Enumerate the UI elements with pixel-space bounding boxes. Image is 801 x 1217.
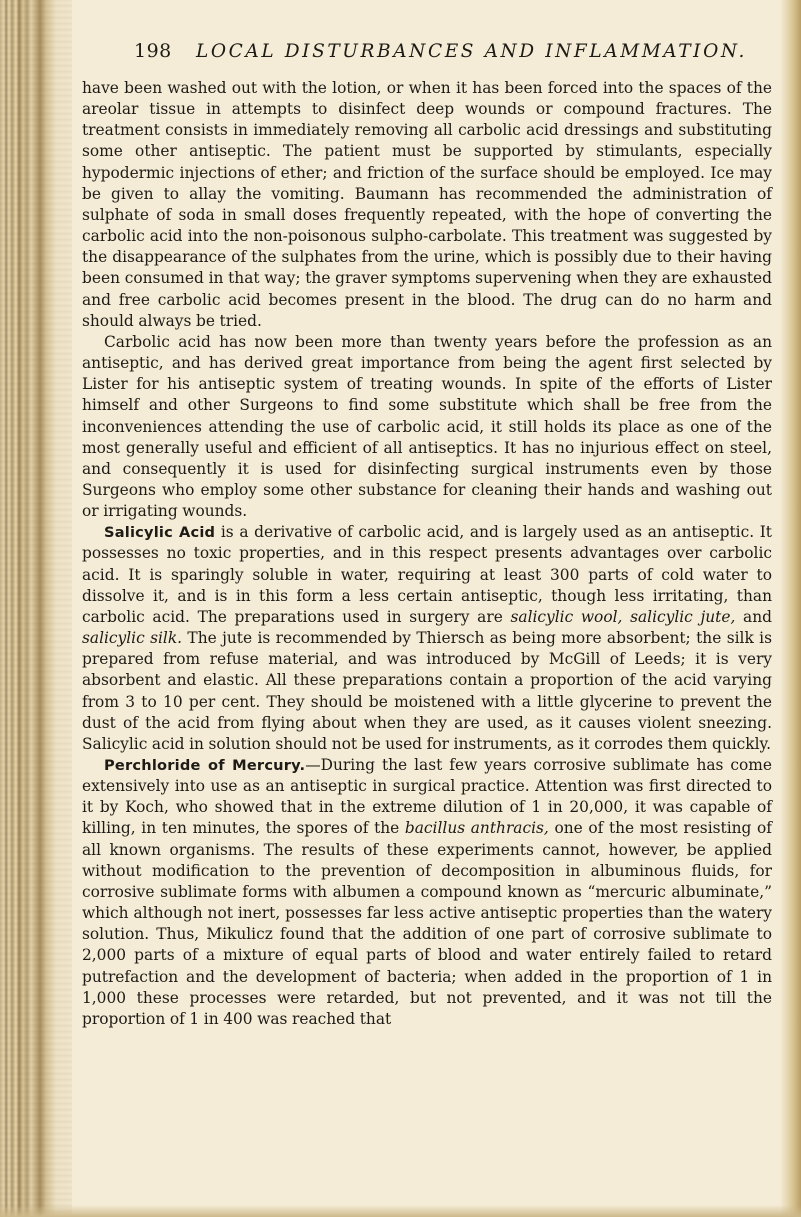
- salicylic-silk-term: salicylic silk.: [82, 629, 183, 648]
- paragraph-carbolic-antiseptic: Carbolic acid has now been more than twenty years before the profession as an antiseptic, and has derived great importance from being the agent first selected by Lister for his antiseptic system of treating wounds. In spite of the efforts of Lister himself and other Surgeons to find some substitute which shall be free from the inconveniences attending the use of carbolic acid, it still holds its place as one of the most generally useful and efficient of all antiseptics. It has no injurious effect on steel, and consequently it is used for disinfecting surgical instruments even by those Surgeons who employ some other substance for cleaning their hands and washing out or irrigating wounds.: [82, 332, 772, 521]
- book-page: [82, 40, 772, 1030]
- section-heading-perchloride: Perchloride of Mercury.: [104, 757, 306, 774]
- paragraph-salicylic-acid: [82, 522, 772, 755]
- salicylic-preparations-list: salicylic wool, salicylic jute,: [510, 607, 736, 626]
- page-bottom-edge: [0, 1205, 801, 1217]
- salicylic-text-c: The jute is recommended by Thiersch as being more absorbent; the silk is prepared from refuse material, and was introduced by McGill of Leeds; it is very absorbent and elastic. All these preparations contain a proportion of the acid varying from 3 to 10 per cent. They should be moistened with a little glycerine to prevent the dust of the acid from flying about when they are used, as it causes violent sneezing. Salicylic acid in solution should not be used for instruments, as it corrodes them quickly.: [82, 629, 772, 753]
- page-right-edge: [781, 0, 801, 1217]
- salicylic-text-a: is a derivative of carbolic acid, and is largely used as an antiseptic. It possesses no toxic properties, and in this respect presents advantages over carbolic acid. It is sparingly soluble in water, requiring at least 300 parts of cold water to dissolve it, and is in this form a less certain antiseptic, though less irritating, than carbolic acid. The preparations used in surgery are: [82, 523, 772, 626]
- body-text: [82, 78, 772, 1030]
- salicylic-text-b: and: [735, 607, 772, 626]
- running-head: [134, 40, 772, 74]
- paragraph-carbolic-treatment: have been washed out with the lotion, or when it has been forced into the spaces of the areolar tissue in attempts to disinfect deep wounds or compound fractures. The treatment consists in immediately removing all carbolic acid dressings and substituting some other antiseptic. The patient must be supported by stimulants, especially hypodermic injections of ether; and friction of the surface should be employed. Ice may be given to allay the vomiting. Baumann has recommended the administration of sulphate of soda in small doses frequently repeated, with the hope of converting the carbolic acid into the non-poisonous sulpho-carbolate. This treatment was suggested by the disappearance of the sulphates from the urine, which is possibly due to their having been consumed in that way; the graver symptoms supervening when they are exhausted and free carbolic acid becomes present in the blood. The drug can do no harm and should always be tried.: [82, 79, 772, 330]
- page-number: 198: [134, 40, 172, 62]
- paragraph-perchloride-mercury: [82, 755, 772, 1030]
- book-gutter: [0, 0, 72, 1217]
- perchloride-text-b: one of the most resisting of all known organisms. The results of these experiments cannot, however, be applied without modification to the prevention of decomposition in albuminous fluids, for corrosive sublimate forms with albumen a compound known as “mercuric albuminate,” which although not inert, possesses far less active antiseptic properties than the watery solution. Thus, Mikulicz found that the addition of one part of corrosive sublimate to 2,000 parts of a mixture of equal parts of blood and water entirely failed to retard putrefaction and the development of bacteria; when added in the proportion of 1 in 1,000 these processes were retarded, but not prevented, and it was not till the proportion of 1 in 400 was reached that: [82, 819, 772, 1028]
- bacillus-term: bacillus anthracis,: [404, 819, 549, 838]
- heading-dash: —: [305, 756, 321, 774]
- running-title: LOCAL DISTURBANCES AND INFLAMMATION.: [196, 41, 747, 62]
- section-heading-salicylic-acid: Salicylic Acid: [104, 524, 216, 542]
- perchloride-text-a: During the last few years corrosive sublimate has come extensively into use as an antiseptic in surgical practice. Attention was first directed to it by Koch, who showed that in the extreme dilution of 1 in 20,000, it was capable of killing, in ten minutes, the spores of the: [82, 756, 772, 838]
